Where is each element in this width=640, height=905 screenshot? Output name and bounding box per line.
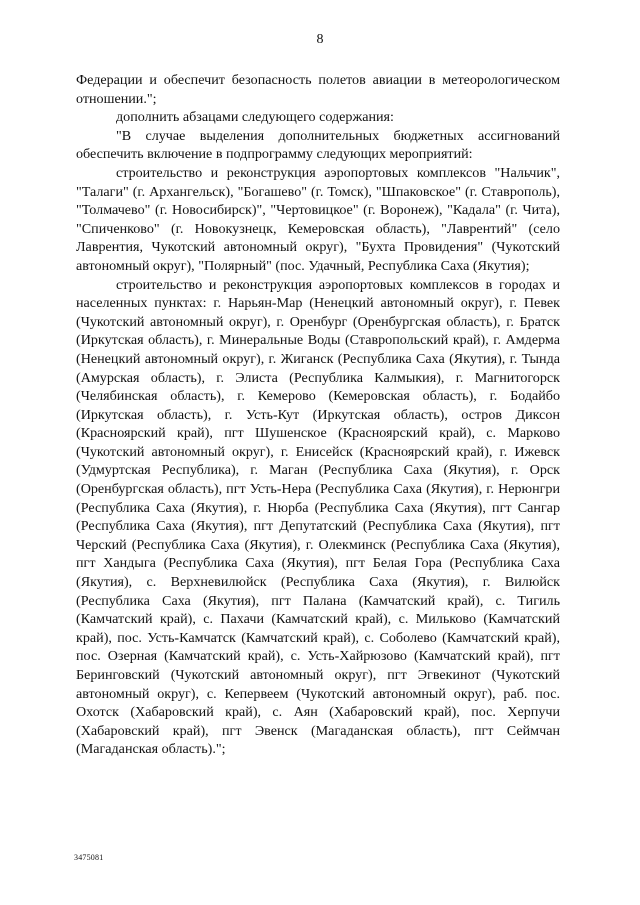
paragraph-airport-complexes: строительство и реконструкция аэропортовых комплексов "Нальчик", "Талаги" (г. Архангельск), "Богашево" (г. Томск), "Шпаковское" (г. Ставрополь), "Толмачево" (г. Новосибирск)", "Чертовицкое" (г. Воронеж), "Кадала" (г. Чита), "Спиченково" (г. Новокузнецк, Кемеровская область), "Лаврентий" (село Лаврентия, Чукотский автономный округ), "Бухта Провидения" (Чукотский автономный округ), "Полярный" (пос. Удачный, Республика Саха (Якутия); — [76, 164, 560, 274]
paragraph-amendment-intro: дополнить абзацами следующего содержания: — [116, 109, 394, 126]
paragraph-continuation: Федерации и обеспечит безопасность полетов авиации в метеорологическом отношении."; — [76, 72, 560, 107]
document-body — [76, 71, 560, 759]
document-code: 3475081 — [74, 853, 104, 862]
page-number: 8 — [316, 32, 324, 47]
paragraph-additional-funding: "В случае выделения дополнительных бюджетных ассигнований обеспечить включение в подпрограмму следующих мероприятий: — [76, 127, 560, 163]
paragraph-cities-list: строительство и реконструкция аэропортовых комплексов в городах и населенных пунктах: г. Нарьян-Мар (Ненецкий автономный округ), г. Певек (Чукотский автономный округ), г. Оренбург (Оренбургская область), г. Братск (Иркутская область), г. Минеральные Воды (Ставропольский край), г. Амдерма (Ненецкий автономный округ), г. Жиганск (Республика Саха (Якутия), г. Тында (Амурская область), г. Элиста (Республика Калмыкия), г. Магнитогорск (Челябинская область), г. Кемерово (Кемеровская область), г. Бодайбо (Иркутская область), г. Усть-Кут (Иркутская область), остров Диксон (Красноярский край), пгт Шушенское (Красноярский край), с. Марково (Чукотский автономный округ), г. Енисейск (Красноярский край), г. Ижевск (Удмуртская Республика), г. Маган (Республика Саха (Якутия), г. Орск (Оренбургская область), пгт Усть-Нера (Республика Саха (Якутия), г. Нерюнгри (Республика Саха (Якутия), г. Нюрба (Республика Саха (Якутия), пгт Сангар (Республика Саха (Якутия), пгт Депутатский (Республика Саха (Якутия), пгт Черский (Республика Саха (Якутия), г. Олекминск (Республика Саха (Якутия), пгт Хандыга (Республика Саха (Якутия), пгт Белая Гора (Республика Саха (Якутия), с. Верхневилюйск (Республика Саха (Якутия), г. Вилюйск (Республика Саха (Якутия), пгт Палана (Камчатский край), с. Тигиль (Камчатский край), с. Пахачи (Камчатский край), с. Мильково (Камчатский край), пос. Усть-Камчатск (Камчатский край), с. Соболево (Камчатский край), пос. Озерная (Камчатский край), с. Усть-Хайрюзово (Камчатский край), пгт Беринговский (Чукотский автономный округ), пгт Эгвекинот (Чукотский автономный округ), с. Кепервеем (Чукотский автономный округ), раб. пос. Охотск (Хабаровский край), с. Аян (Хабаровский край), пос. Херпучи (Хабаровский край), пгт Эвенск (Магаданская область), пгт Сеймчан (Магаданская область)."; — [76, 276, 560, 758]
